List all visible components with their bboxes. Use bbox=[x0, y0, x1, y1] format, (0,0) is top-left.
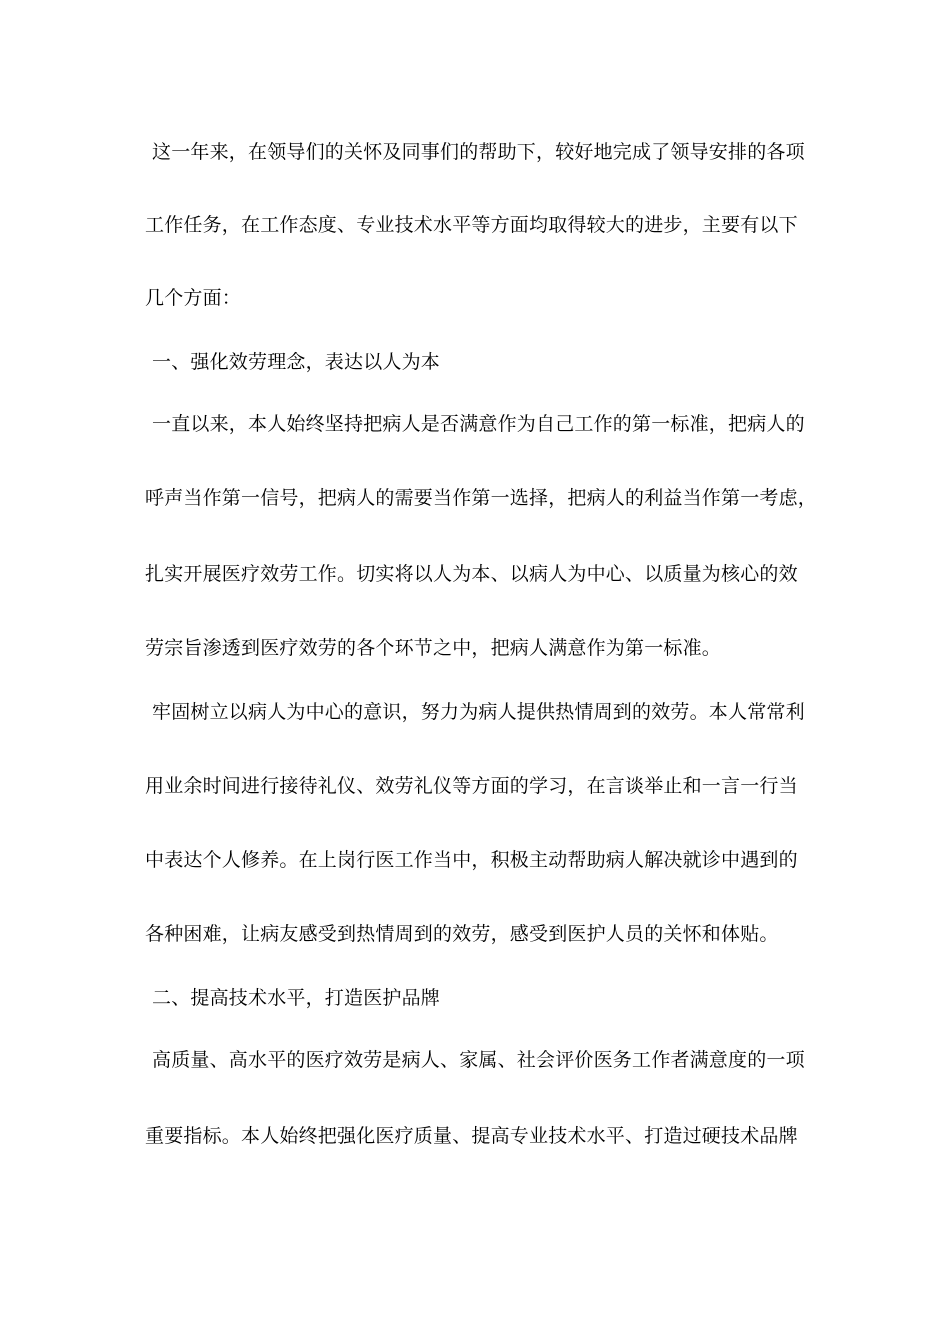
paragraph-1-line-2: 工作任务，在工作态度、专业技术水平等方面均取得较大的进步，主要有以下 bbox=[145, 214, 798, 236]
paragraph-3-line-1: 牢固树立以病人为中心的意识，努力为病人提供热情周到的效劳。本人常常利 bbox=[152, 701, 805, 723]
paragraph-1-line-3: 几个方面： bbox=[145, 287, 242, 309]
paragraph-2-line-2: 呼声当作第一信号，把病人的需要当作第一选择，把病人的利益当作第一考虑， bbox=[145, 487, 818, 509]
paragraph-3-line-2: 用业余时间进行接待礼仪、效劳礼仪等方面的学习，在言谈举止和一言一行当 bbox=[145, 775, 798, 797]
paragraph-3-line-4: 各种困难，让病友感受到热情周到的效劳，感受到医护人员的关怀和体贴。 bbox=[145, 923, 779, 945]
paragraph-4-line-2: 重要指标。本人始终把强化医疗质量、提高专业技术水平、打造过硬技术品牌 bbox=[145, 1125, 798, 1147]
paragraph-3-line-3: 中表达个人修养。在上岗行医工作当中，积极主动帮助病人解决就诊中遇到的 bbox=[145, 849, 798, 871]
paragraph-2-line-1: 一直以来，本人始终坚持把病人是否满意作为自己工作的第一标准，把病人的 bbox=[152, 413, 805, 435]
paragraph-4-line-1: 高质量、高水平的医疗效劳是病人、家属、社会评价医务工作者满意度的一项 bbox=[152, 1049, 805, 1071]
paragraph-1-line-1: 这一年来，在领导们的关怀及同事们的帮助下，较好地完成了领导安排的各项 bbox=[152, 141, 805, 163]
section-heading-2: 二、提高技术水平，打造医护品牌 bbox=[152, 987, 441, 1009]
section-heading-1: 一、强化效劳理念，表达以人为本 bbox=[152, 351, 441, 373]
paragraph-2-line-3: 扎实开展医疗效劳工作。切实将以人为本、以病人为中心、以质量为核心的效 bbox=[145, 563, 798, 585]
paragraph-2-line-4: 劳宗旨渗透到医疗效劳的各个环节之中，把病人满意作为第一标准。 bbox=[145, 637, 722, 659]
